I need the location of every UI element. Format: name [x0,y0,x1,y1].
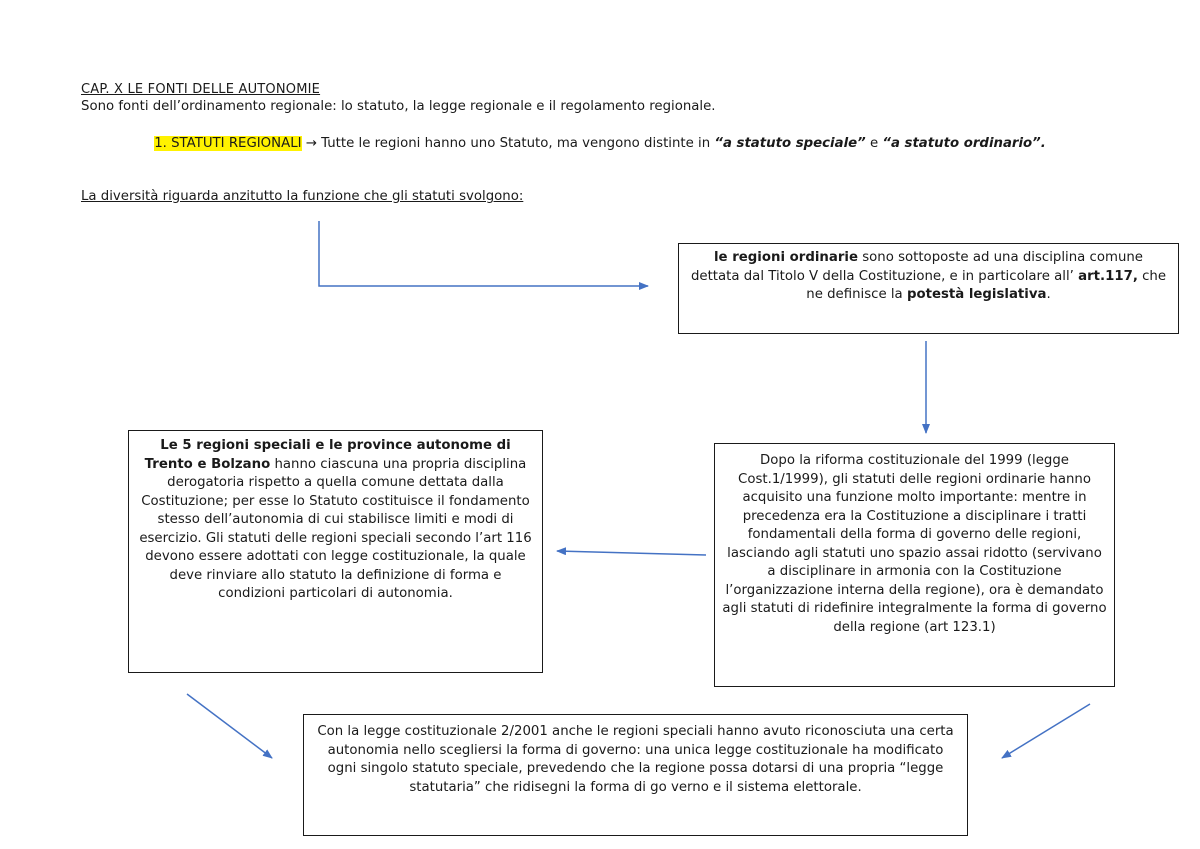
arrow-to-ordinarie [319,221,648,286]
diversita-heading: La diversità riguarda anzitutto la funzione che gli statuti svolgono: [81,189,524,204]
speciali-bold: Le 5 regioni speciali e le province autonome di Trento e Bolzano [144,438,511,472]
ordinarie-text-3: . [1046,287,1051,302]
art117-bold: art.117, [1078,268,1138,284]
statuti-highlight: 1. STATUTI REGIONALI [154,136,302,151]
riforma-text: Dopo la riforma costituzionale del 1999 (legge Cost.1/1999), gli statuti delle regioni ordinarie hanno acquisito una funzione molto importante: mentre in precedenza era la Costituzione a disciplinare i tratti fondamentali della forma di governo delle regioni, lasciando agli statuti uno spazio assai ridotto (servivano a disciplinare in armonia con la Costituzione l’organizzazione interna della regione), ora è demandato agli statuti di ridefinire integralmente la forma di governo della regione (art 123.1) [722,453,1107,635]
conjunction: e [865,136,883,151]
ordinarie-bold: le regioni ordinarie [713,250,858,265]
ordinarie-text: sono sottoposte ad una disciplina comune dettata dal Titolo V della Costituzione, e in particolare all’ [690,250,1143,284]
statuto-speciale-label: “a statuto speciale” [714,136,866,151]
ordinarie-text-2: che ne definisce la [806,268,1167,302]
speciali-text: hanno ciascuna una propria disciplina derogatoria rispetto a quella comune dettata dalla Costituzione; per esse lo Statuto costituisce il fondamento stesso dell’autonomia di cui stabilisce limiti e modi di esercizio. Gli statuti delle regioni speciali secondo l’art 116 devono essere adottati con legge costituzionale, la quale deve rinviare allo statuto la definizione di forma e condizioni particolari di autonomia. [139,456,532,601]
arrow-speciali-to-2001 [187,694,272,758]
arrow-riforma-to-2001 [1002,704,1090,758]
potesta-bold: potestà legislativa [906,287,1047,302]
arrow-glyph: → [301,136,322,151]
arrow-to-speciali [557,551,706,555]
legge-2001-text: Con la legge costituzionale 2/2001 anche le regioni speciali hanno avuto riconosciuta una certa autonomia nello scegliersi la forma di governo: una unica legge costituzionale ha modificato ogni singolo statuto speciale, prevedendo che la regione possa dotarsi di una propria “legge statutaria” che ridisegni la forma di go verno e il sistema elettorale. [317,724,954,795]
statuto-ordinario-label: “a statuto ordinario”. [882,136,1046,151]
statuti-text: Tutte le regioni hanno uno Statuto, ma vengono distinte in [321,136,715,151]
intro-text: Sono fonti dell’ordinamento regionale: lo statuto, la legge regionale e il regolamento regionale. [81,99,716,114]
chapter-title: CAP. X LE FONTI DELLE AUTONOMIE [81,82,321,97]
